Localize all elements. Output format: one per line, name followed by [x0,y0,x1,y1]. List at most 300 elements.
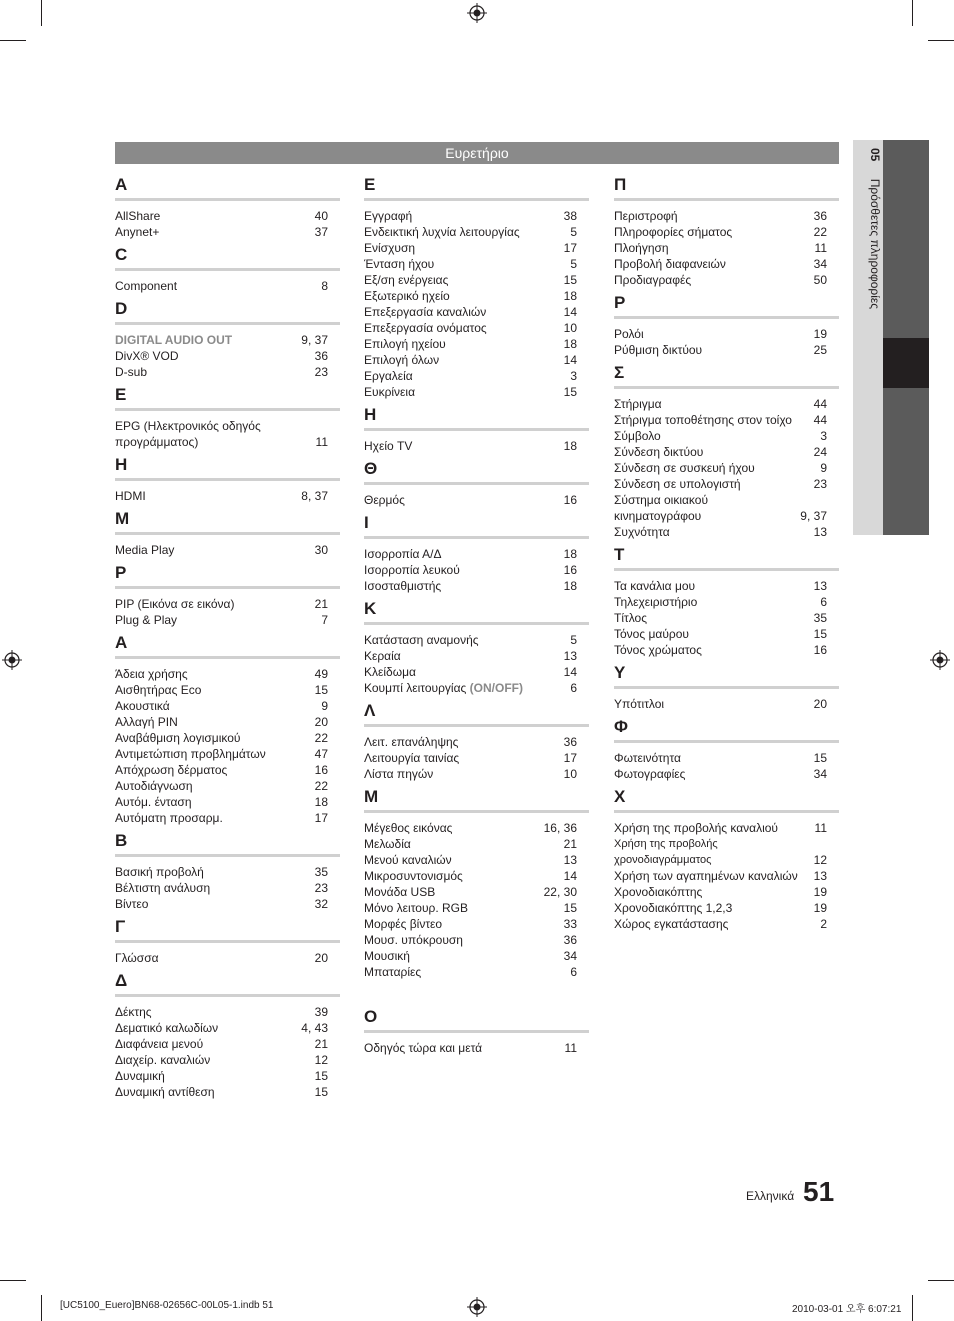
index-entry [364,884,589,900]
entry-term-text: Plug & Play [115,613,178,627]
chapter-tab-marker [883,338,929,388]
entry-term-text: Χρήση των αγαπημένων καναλιών [614,869,798,883]
index-entry [364,384,589,400]
entry-term [614,492,800,524]
entry-term [364,320,564,336]
entry-page: 22 [314,779,328,793]
entry-page: 23 [314,881,328,895]
index-entry [364,546,589,562]
entry-page: 5 [570,225,577,239]
entry-term [614,326,814,342]
entry-term-text: Ηχείο TV [364,439,413,453]
entry-page: 11 [814,821,827,835]
index-entry [614,642,839,658]
index-section [364,1006,589,1060]
entry-page: 49 [314,667,328,681]
entry-term-text: Ακουστικά [115,699,170,713]
index-entry [115,1036,340,1052]
index-entry [115,1052,340,1068]
index-section [364,598,589,700]
entry-term [115,1004,315,1020]
index-entry [364,562,589,578]
entry-term-text: Αισθητήρας Eco [115,683,202,697]
entry-term [614,626,814,642]
entry-term-text: Συχνότητα [614,525,670,539]
registration-mark-icon [930,650,950,670]
chapter-title: Πρόσθετες πληροφορίες [868,178,882,310]
entry-page: 14 [563,665,577,679]
entry-term [614,460,820,476]
index-entry [115,612,340,628]
entry-term-text: D-sub [115,365,148,379]
section-divider [614,198,839,201]
index-entry [614,272,839,288]
entry-page: 16 [813,643,827,657]
crop-mark [41,1295,42,1321]
entry-term [115,880,315,896]
entry-term [115,418,316,450]
entry-page: 18 [563,439,577,453]
section-divider [364,536,589,539]
entry-term [614,594,820,610]
entry-term-text: Απόχρωση δέρματος [115,763,228,777]
entry-page: 34 [813,257,827,271]
entry-term-text: Κεραία [364,649,401,663]
index-entry [115,896,340,912]
entry-term [115,746,315,762]
entry-term-text: Φωτεινότητα [614,751,681,765]
index-entry [115,364,340,380]
print-slug-file: [UC5100_Euero]BN68-02656C-00L05-1.indb 51 [60,1300,274,1311]
entry-term-text: Αλλαγή PIN [115,715,178,729]
entry-term-text: Σύνδεση σε συσκευή ήχου [614,461,755,475]
entry-term-text: Ρύθμιση δικτύου [614,343,703,357]
entry-term [614,428,820,444]
section-divider [115,198,340,201]
section-divider [115,656,340,659]
entry-term-text: Ρολόι [614,327,644,341]
index-section [364,458,589,512]
entry-term-text: Επεξεργασία καναλιών [364,305,487,319]
index-entry [364,256,589,272]
index-entry [364,240,589,256]
index-column-2 [364,174,589,1060]
index-entry [364,964,589,980]
index-section [364,786,589,984]
entry-term-button-label: (ON/OFF) [469,681,523,695]
entry-page: 40 [314,209,328,223]
index-section [115,562,340,632]
entry-page: 16, 36 [543,821,577,835]
entry-page: 22, 30 [543,885,577,899]
index-entry [364,492,589,508]
entry-term [115,348,315,364]
entry-term-text: Πλοήγηση [614,241,669,255]
index-entry [115,1020,340,1036]
index-entry [364,304,589,320]
index-entry [614,696,839,712]
entry-term-text: Ισορροπία Α/Δ [364,547,442,561]
entry-term [115,698,321,714]
section-divider [614,740,839,743]
entry-term-text: Βέλτιστη ανάλυση [115,881,211,895]
entry-term [115,730,315,746]
entry-term-text: AllShare [115,209,161,223]
entry-term-text: Κλείδωμα [364,665,416,679]
entry-page: 37 [314,225,328,239]
entry-page: 36 [563,933,577,947]
entry-term [614,342,814,358]
index-entry [614,836,839,868]
index-section [364,700,589,786]
entry-term-text: Ενίσχυση [364,241,416,255]
entry-term-text: Μονάδα USB [364,885,436,899]
entry-term [364,336,564,352]
entry-term-text: Εξ/ση ενέργειας [364,273,449,287]
entry-term [364,256,570,272]
entry-term [364,1040,565,1056]
index-entry [364,578,589,594]
entry-term [115,794,315,810]
entry-term-text: Anynet+ [115,225,160,239]
entry-term-text: Ευκρίνεια [364,385,416,399]
entry-page: 21 [563,837,577,851]
entry-term [115,208,315,224]
index-entry [364,750,589,766]
entry-page: 22 [813,225,827,239]
section-divider [614,386,839,389]
entry-page: 16 [314,763,328,777]
entry-term-text: Χρονοδιακόπτης 1,2,3 [614,901,733,915]
registration-mark-icon [467,3,487,23]
entry-page: 35 [813,611,827,625]
section-divider [364,810,589,813]
index-entry [614,460,839,476]
index-letter: M [115,509,130,528]
entry-term [115,896,315,912]
entry-page: 15 [563,385,577,399]
entry-term-text: Χρήση της προβολής καναλιού [614,821,778,835]
index-entry [115,224,340,240]
index-entry [364,272,589,288]
entry-term [115,762,315,778]
entry-term-text: Επεξεργασία ονόματος [364,321,487,335]
section-divider [115,994,340,997]
index-section [115,916,340,970]
entry-page: 21 [314,1037,328,1051]
entry-page: 24 [813,445,827,459]
entry-term [614,578,814,594]
crop-mark [912,1295,913,1321]
entry-term-text: HDMI [115,489,146,503]
entry-term [364,948,564,964]
index-entry [364,680,589,696]
index-entry [364,632,589,648]
entry-page: 20 [314,951,328,965]
entry-page: 36 [563,735,577,749]
entry-page: 13 [813,579,827,593]
index-entry [115,1084,340,1100]
section-divider [364,482,589,485]
entry-term [364,208,564,224]
entry-term [364,836,564,852]
entry-page: 38 [563,209,577,223]
entry-term [115,332,301,348]
entry-term [364,852,564,868]
entry-term-text: Δέκτης [115,1005,152,1019]
section-divider [115,478,340,481]
entry-term-text: Εργαλεία [364,369,413,383]
index-letter: Τ [614,545,625,564]
entry-term-text: Δυναμική αντίθεση [115,1085,215,1099]
index-letter: Κ [364,599,377,618]
entry-term [364,932,564,948]
index-entry [364,836,589,852]
entry-term-text: Τόνος χρώματος [614,643,702,657]
index-section [614,786,839,936]
index-letter: Ο [364,1007,378,1026]
entry-term [115,810,315,826]
entry-page: 20 [314,715,328,729]
index-entry [364,208,589,224]
entry-term-text: Πληροφορίες σήματος [614,225,733,239]
index-entry [115,666,340,682]
chapter-number: 05 [868,148,882,162]
entry-page: 15 [813,627,827,641]
entry-term [115,778,315,794]
section-divider [115,322,340,325]
entry-term [115,224,315,240]
entry-term [115,864,315,880]
entry-page: 13 [813,869,827,883]
index-letter: Β [115,831,128,850]
index-letter: Δ [115,971,128,990]
entry-term [614,412,814,428]
crop-mark [0,1280,26,1281]
entry-page: 30 [314,543,328,557]
section-divider [115,854,340,857]
entry-term [364,304,564,320]
entry-page: 13 [563,649,577,663]
index-entry [115,698,340,714]
entry-term-text: Ισοσταθμιστής [364,579,442,593]
crop-mark [928,1280,954,1281]
index-letter: Φ [614,717,628,736]
index-entry [115,542,340,558]
index-entry [364,288,589,304]
index-letter: Υ [614,663,626,682]
entry-page: 4, 43 [301,1021,328,1035]
index-entry [115,864,340,880]
entry-term [364,916,564,932]
entry-term-text: Προβολή διαφανειών [614,257,726,271]
entry-term-text: Βασική προβολή [115,865,204,879]
entry-page: 21 [314,597,328,611]
index-letter: A [115,175,128,194]
entry-term [364,734,564,750]
entry-page: 15 [314,683,328,697]
entry-term [364,680,570,696]
index-letter: Γ [115,917,126,936]
entry-page: 2 [820,917,827,931]
index-entry [614,750,839,766]
entry-term-text: PIP (Εικόνα σε εικόνα) [115,597,235,611]
index-letter: H [115,455,128,474]
index-entry [614,916,839,932]
entry-term-text: Στήριγμα [614,397,662,411]
section-divider [614,810,839,813]
index-entry [364,916,589,932]
entry-page: 44 [813,413,827,427]
index-section [614,716,839,786]
index-letter: Χ [614,787,626,806]
entry-page: 34 [563,949,577,963]
entry-term-text: Διαφάνεια μενού [115,1037,204,1051]
entry-page: 22 [314,731,328,745]
entry-page: 18 [314,795,328,809]
index-letter: Ρ [614,293,626,312]
index-section [364,512,589,598]
entry-term [364,492,564,508]
section-divider [115,586,340,589]
index-section [115,454,340,508]
index-entry [115,880,340,896]
entry-page: 10 [563,321,577,335]
index-letter: Σ [614,363,625,382]
entry-term [364,240,564,256]
entry-term [364,820,544,836]
entry-page: 5 [570,257,577,271]
page-number: 51 [803,1176,835,1207]
entry-term [614,476,814,492]
entry-term [614,444,814,460]
entry-term [115,1068,315,1084]
index-column-3 [614,174,839,936]
entry-term-text: Αυτόμ. ένταση [115,795,192,809]
entry-page: 20 [813,697,827,711]
entry-term [115,666,315,682]
entry-page: 15 [314,1069,328,1083]
index-letter: D [115,299,128,318]
entry-page: 3 [570,369,577,383]
index-entry [364,320,589,336]
index-entry [614,444,839,460]
registration-mark-icon [467,1297,487,1317]
entry-term-text: Επιλογή ηχείου [364,337,446,351]
index-entry [364,336,589,352]
entry-term-text: Περιστροφή [614,209,678,223]
entry-term [364,884,544,900]
entry-page: 23 [314,365,328,379]
entry-term [614,916,820,932]
entry-term [115,278,321,294]
entry-term [614,396,814,412]
section-divider [614,568,839,571]
entry-term-text: Ένταση ήχου [364,257,435,271]
entry-term [614,836,814,868]
entry-term-text: Εξωτερικό ηχείο [364,289,450,303]
entry-term [115,950,315,966]
section-divider [115,268,340,271]
entry-term [364,438,564,454]
index-entry [115,278,340,294]
entry-term-text: Λίστα πηγών [364,767,434,781]
section-divider [364,198,589,201]
index-entry [115,762,340,778]
index-entry [614,578,839,594]
entry-term-text: Φωτογραφίες [614,767,686,781]
entry-page: 23 [813,477,827,491]
entry-term-text: Οδηγός τώρα και μετά [364,1041,483,1055]
index-entry [614,208,839,224]
entry-term [614,224,814,240]
index-letter: Α [115,633,128,652]
entry-page: 14 [563,869,577,883]
print-slug-timestamp: 2010-03-01 오후 6:07:21 [792,1304,902,1315]
entry-term [364,546,564,562]
entry-page: 12 [813,853,827,867]
entry-page: 15 [813,751,827,765]
entry-term [614,256,814,272]
entry-page: 17 [563,241,577,255]
entry-term [614,272,814,288]
index-entry [364,948,589,964]
index-section [614,544,839,662]
entry-term [614,240,815,256]
entry-term [364,562,564,578]
entry-page: 11 [315,435,328,449]
index-entry [614,224,839,240]
entry-term [364,648,564,664]
entry-page: 16 [563,563,577,577]
entry-term-text: Μελωδία [364,837,411,851]
index-letter: Π [614,175,627,194]
entry-term [614,820,815,836]
entry-term [115,1036,315,1052]
entry-term-text: Component [115,279,178,293]
entry-page: 19 [813,885,827,899]
entry-page: 9, 37 [800,509,827,523]
footer-language: Ελληνικά [746,1189,795,1203]
entry-term-text: DIGITAL AUDIO OUT [115,333,233,347]
index-entry [614,766,839,782]
entry-term-text: Τόνος μαύρου [614,627,689,641]
section-divider [115,940,340,943]
entry-page: 8 [321,279,328,293]
index-entry [614,900,839,916]
entry-term [364,750,564,766]
index-entry [364,1040,589,1056]
entry-page: 11 [564,1041,577,1055]
index-entry [614,492,839,524]
page-title: Ευρετήριο [115,142,839,164]
entry-term [614,884,814,900]
entry-page: 17 [563,751,577,765]
entry-page: 5 [570,633,577,647]
index-entry [115,596,340,612]
entry-term-text: Μικροσυντονισμός [364,869,463,883]
entry-page: 18 [563,289,577,303]
index-section [115,632,340,830]
section-divider [614,686,839,689]
entry-term-text: Εγγραφή [364,209,413,223]
entry-page: 6 [570,681,577,695]
index-entry [115,488,340,504]
entry-term-text: Γλώσσα [115,951,159,965]
crop-mark [0,40,26,41]
entry-page: 9 [820,461,827,475]
index-entry [364,648,589,664]
